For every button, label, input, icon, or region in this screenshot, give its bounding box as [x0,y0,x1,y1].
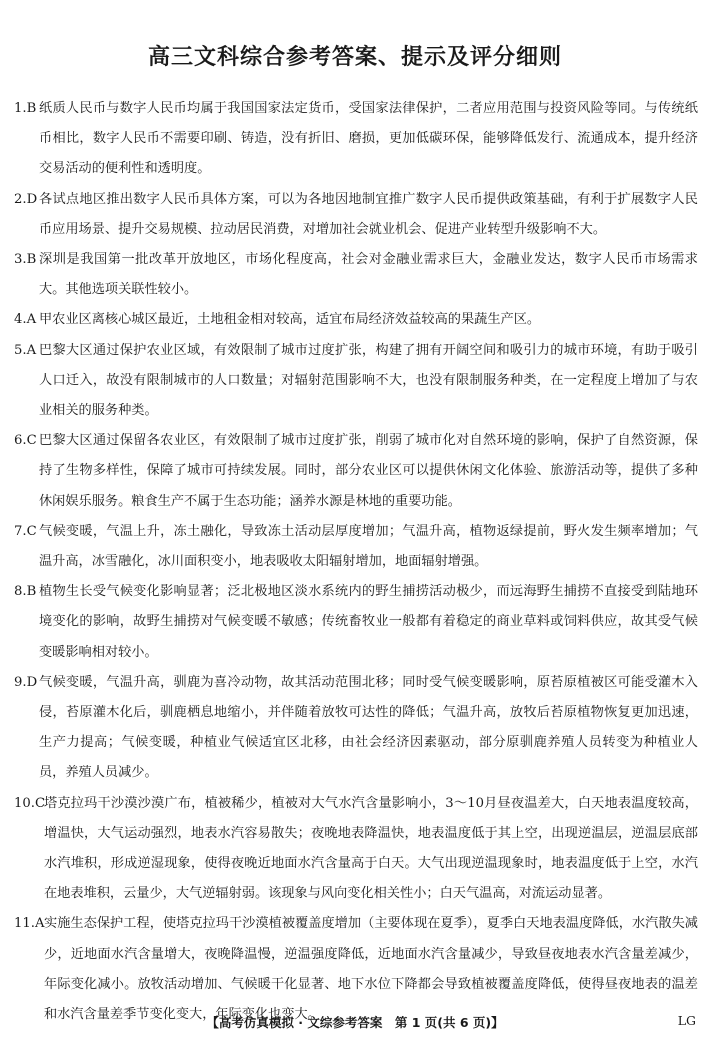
answer-number: 9.D [14,674,38,690]
answer-item-2 [14,185,698,245]
footer-code: LG [677,1013,696,1028]
page-footer: 【高考仿真模拟 · 文综参考答案 第 1 页(共 6 页)】 [206,1015,504,1030]
answer-explanation: 气候变暖，气温上升，冻土融化，导致冻土活动层厚度增加；气温升高，植物返绿提前，野火发生频率增加；气温升高，冰雪融化，冰川面积变小，地表吸收太阳辐射增加，地面辐射增强。 [39,523,698,570]
answer-number: 1.B [14,101,37,116]
answer-explanation: 各试点地区推出数字人民币具体方案，可以为各地因地制宜推广数字人民币提供政策基础，有利于扩展数字人民币应用场景、提升交易规模、拉动居民消费，对增加社会就业机会、促进产业转型升级影响不大。 [39,191,698,237]
answer-item-7 [14,517,698,577]
answer-number: 3.B [14,252,37,268]
answer-explanation: 甲农业区离核心城区最近，土地租金相对较高，适宜布局经济效益较高的果蔬生产区。 [39,312,541,328]
answer-explanation: 深圳是我国第一批改革开放地区，市场化程度高，社会对金融业需求巨大，金融业发达，数字人民币市场需求大。其他选项关联性较小。 [39,252,698,298]
answer-item-4 [14,305,698,335]
answer-explanation: 实施生态保护工程，使塔克拉玛干沙漠植被覆盖度增加（主要体现在夏季），夏季白天地表温度降低，水汽散失减少，近地面水汽含量增大，夜晚降温慢，逆温强度降低，近地面水汽含量减少，导致昼夜地表水汽含量差减少，年际变化减小。放牧活动增加、气候暖干化显著、地下水位下降都会导致植被覆盖度降低，使得昼夜地表的温差和水汽含量差季节变化变大，年际变化也变大。 [44,916,698,1023]
answer-explanation: 巴黎大区通过保留各农业区，有效限制了城市过度扩张，削弱了城市化对自然环境的影响，保护了自然资源，保持了生物多样性，保障了城市可持续发展。同时，部分农业区可以提供休闲文化体验、旅游活动等，提供了多种休闲娱乐服务。粮食生产不属于生态功能；涵养水源是林地的重要功能。 [39,433,698,509]
answer-number: 10.C [14,795,46,811]
answer-item-5 [14,336,698,427]
answer-number: 7.C [14,523,37,539]
answer-item-9 [14,668,698,789]
answer-item-6 [14,426,698,517]
page-title: 高三文科综合参考答案、提示及评分细则 [147,45,562,70]
answer-number: 8.B [14,584,37,600]
answer-explanation: 植物生长受气候变化影响显著；泛北极地区淡水系统内的野生捕捞活动极少，而远海野生捕捞不直接受到陆地环境变化的影响，故野生捕捞对气候变暖不敏感；传统畜牧业一般都有着稳定的商业草料或饲料供应，故其受气候变暖影响相对较小。 [39,584,698,660]
answer-explanation: 巴黎大区通过保护农业区域，有效限制了城市过度扩张，构建了拥有开阔空间和吸引力的城市环境，有助于吸引人口迁入，故没有限制城市的人口数量；对辐射范围影响不大，也没有限制服务种类，在一定程度上增加了与农业相关的服务种类。 [39,342,698,419]
answer-number: 5.A [14,342,37,358]
answer-number: 11.A [14,916,45,932]
answer-item-1 [14,94,698,185]
answer-explanation: 纸质人民币与数字人民币均属于我国国家法定货币，受国家法律保护，二者应用范围与投资风险等同。与传统纸币相比，数字人民币不需要印刷、铸造，没有折旧、磨损，更加低碳环保，能够降低发行、流通成本，提升经济交易活动的便利性和透明度。 [39,101,698,177]
answer-explanation: 气候变暖，气温升高，驯鹿为喜冷动物，故其活动范围北移；同时受气候变暖影响，原苔原植被区可能受灌木入侵，苔原灌木化后，驯鹿栖息地缩小，并伴随着放牧可达性的降低；气温升高，放牧后苔原植物恢复更加迅速，生产力提高；气候变暖，种植业气候适宜区北移，由社会经济因素驱动，部分原驯鹿养殖人员转变为种植业人员，养殖人员减少。 [39,674,698,781]
answer-item-8 [14,577,698,668]
answer-item-3 [14,245,698,305]
answer-number: 2.D [14,191,38,207]
answer-number: 4.A [14,312,37,328]
answer-explanation: 塔克拉玛干沙漠沙漠广布，植被稀少，植被对大气水汽含量影响小，3～10月昼夜温差大，白天地表温度较高，增温快，大气运动强烈，地表水汽容易散失；夜晚地表降温快，地表温度低于其上空，出现逆温层，逆温层底部水汽堆积，形成逆湿现象，使得夜晚近地面水汽含量高于白天。大气出现逆温现象时，地表温度低于上空，水汽在地表堆积，云量少，大气逆辐射弱。该现象与风向变化相关性小；白天气温高，对流运动显著。 [44,795,698,902]
answer-list [14,94,698,1030]
answer-number: 6.C [14,433,37,449]
answer-item-10 [14,789,698,910]
